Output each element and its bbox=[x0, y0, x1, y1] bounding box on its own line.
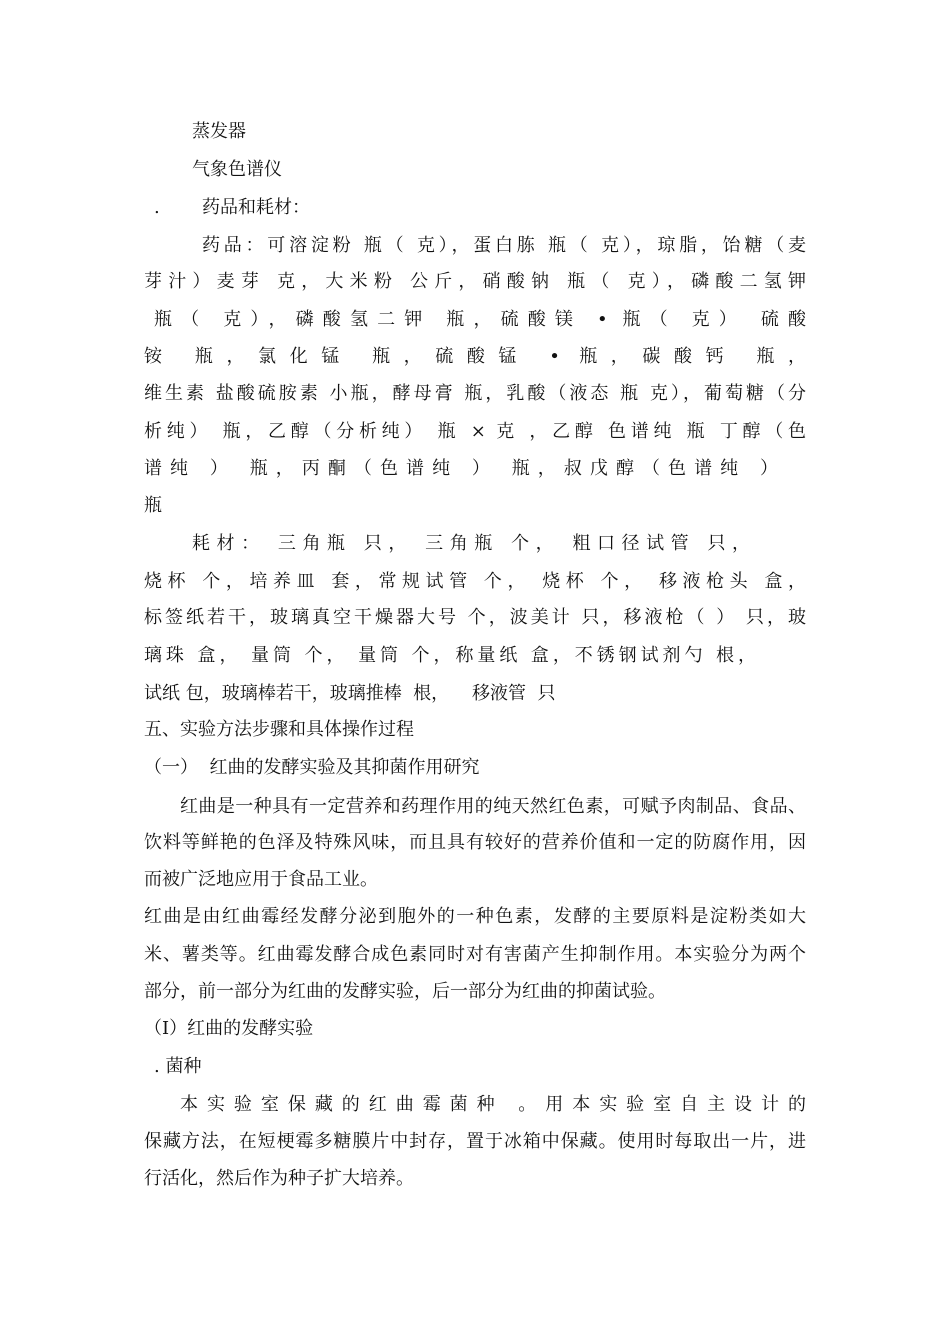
reagents-line-6: 析纯） 瓶，乙醇（分析纯） 瓶 × 克 ，乙醇 色谱纯 瓶 丁醇（色 bbox=[144, 421, 806, 442]
consumables-line-3: 标签纸若干，玻璃真空干燥器大号 个，波美计 只，移液枪（ ） 只，玻 bbox=[144, 607, 806, 628]
paragraph-3-line-2: 保藏方法，在短梗霉多糖膜片中封存，置于冰箱中保藏。使用时每取出一片，进 bbox=[144, 1131, 806, 1152]
equipment-gas-chromatograph: 气象色谱仪 bbox=[192, 159, 282, 180]
reagents-line-4: 铵 瓶，氯化锰 瓶，硫酸锰 • 瓶，碳酸钙 瓶， bbox=[144, 346, 806, 367]
paragraph-3-line-3: 行活化，然后作为种子扩大培养。 bbox=[144, 1168, 414, 1189]
consumables-line-5: 试纸 包，玻璃棒若干，玻璃推棒 根， 移液管 只 bbox=[144, 683, 556, 704]
section-heading-methods: 五、实验方法步骤和具体操作过程 bbox=[144, 719, 414, 740]
paragraph-1-line-1: 红曲是一种具有一定营养和药理作用的纯天然红色素，可赋予肉制品、食品、 bbox=[180, 796, 806, 817]
consumables-line-1: 耗材： 三角瓶 只， 三角瓶 个， 粗口径试管 只， bbox=[192, 533, 750, 554]
paragraph-3-line-1: 本实验室保藏的红曲霉菌种 。用本实验室自主设计的 bbox=[180, 1094, 806, 1115]
equipment-evaporator: 蒸发器 bbox=[192, 121, 246, 142]
reagents-line-8: 瓶 bbox=[144, 495, 162, 516]
subsection-heading-red-yeast-rice: （一） 红曲的发酵实验及其抑菌作用研究 bbox=[144, 757, 480, 778]
paragraph-2-line-2: 米、薯类等。红曲霉发酵合成色素同时对有害菌产生抑制作用。本实验分为两个 bbox=[144, 944, 806, 965]
paragraph-1-line-2: 饮料等鲜艳的色泽及特殊风味，而且具有较好的营养价值和一定的防腐作用，因 bbox=[144, 832, 806, 853]
list-number: . bbox=[154, 197, 160, 218]
reagents-line-1: 药品：可溶淀粉 瓶（ 克），蛋白胨 瓶（ 克），琼脂，饴糖（麦 bbox=[202, 235, 806, 256]
reagents-line-5: 维生素 盐酸硫胺素 小瓶，酵母膏 瓶，乳酸（液态 瓶 克），葡萄糖（分 bbox=[144, 383, 806, 404]
reagents-line-3: 瓶（ 克），磷酸氢二钾 瓶，硫酸镁 • 瓶（ 克） 硫酸 bbox=[154, 309, 806, 330]
reagents-line-2: 芽汁）麦芽 克，大米粉 公斤，硝酸钠 瓶（ 克），磷酸二氢钾 bbox=[144, 271, 806, 292]
paragraph-2-line-1: 红曲是由红曲霉经发酵分泌到胞外的一种色素，发酵的主要原料是淀粉类如大 bbox=[144, 906, 806, 927]
consumables-line-2: 烧杯 个，培养皿 套，常规试管 个， 烧杯 个， 移液枪头 盒， bbox=[144, 571, 806, 592]
paragraph-2-line-3: 部分，前一部分为红曲的发酵实验，后一部分为红曲的抑菌试验。 bbox=[144, 981, 666, 1002]
consumables-line-4: 璃珠 盒， 量筒 个， 量筒 个，称量纸 盒，不锈钢试剂勺 根， bbox=[144, 645, 756, 666]
subsection-heading-fermentation: （Ⅰ）红曲的发酵实验 bbox=[144, 1018, 314, 1039]
paragraph-1-line-3: 而被广泛地应用于食品工业。 bbox=[144, 869, 378, 890]
item-heading-strain: . 菌种 bbox=[154, 1056, 202, 1077]
section-heading-reagents: 药品和耗材： bbox=[202, 197, 310, 218]
reagents-line-7: 谱纯 ） 瓶，丙酮（色谱纯 ） 瓶，叔戊醇（色谱纯 ） bbox=[144, 458, 778, 479]
